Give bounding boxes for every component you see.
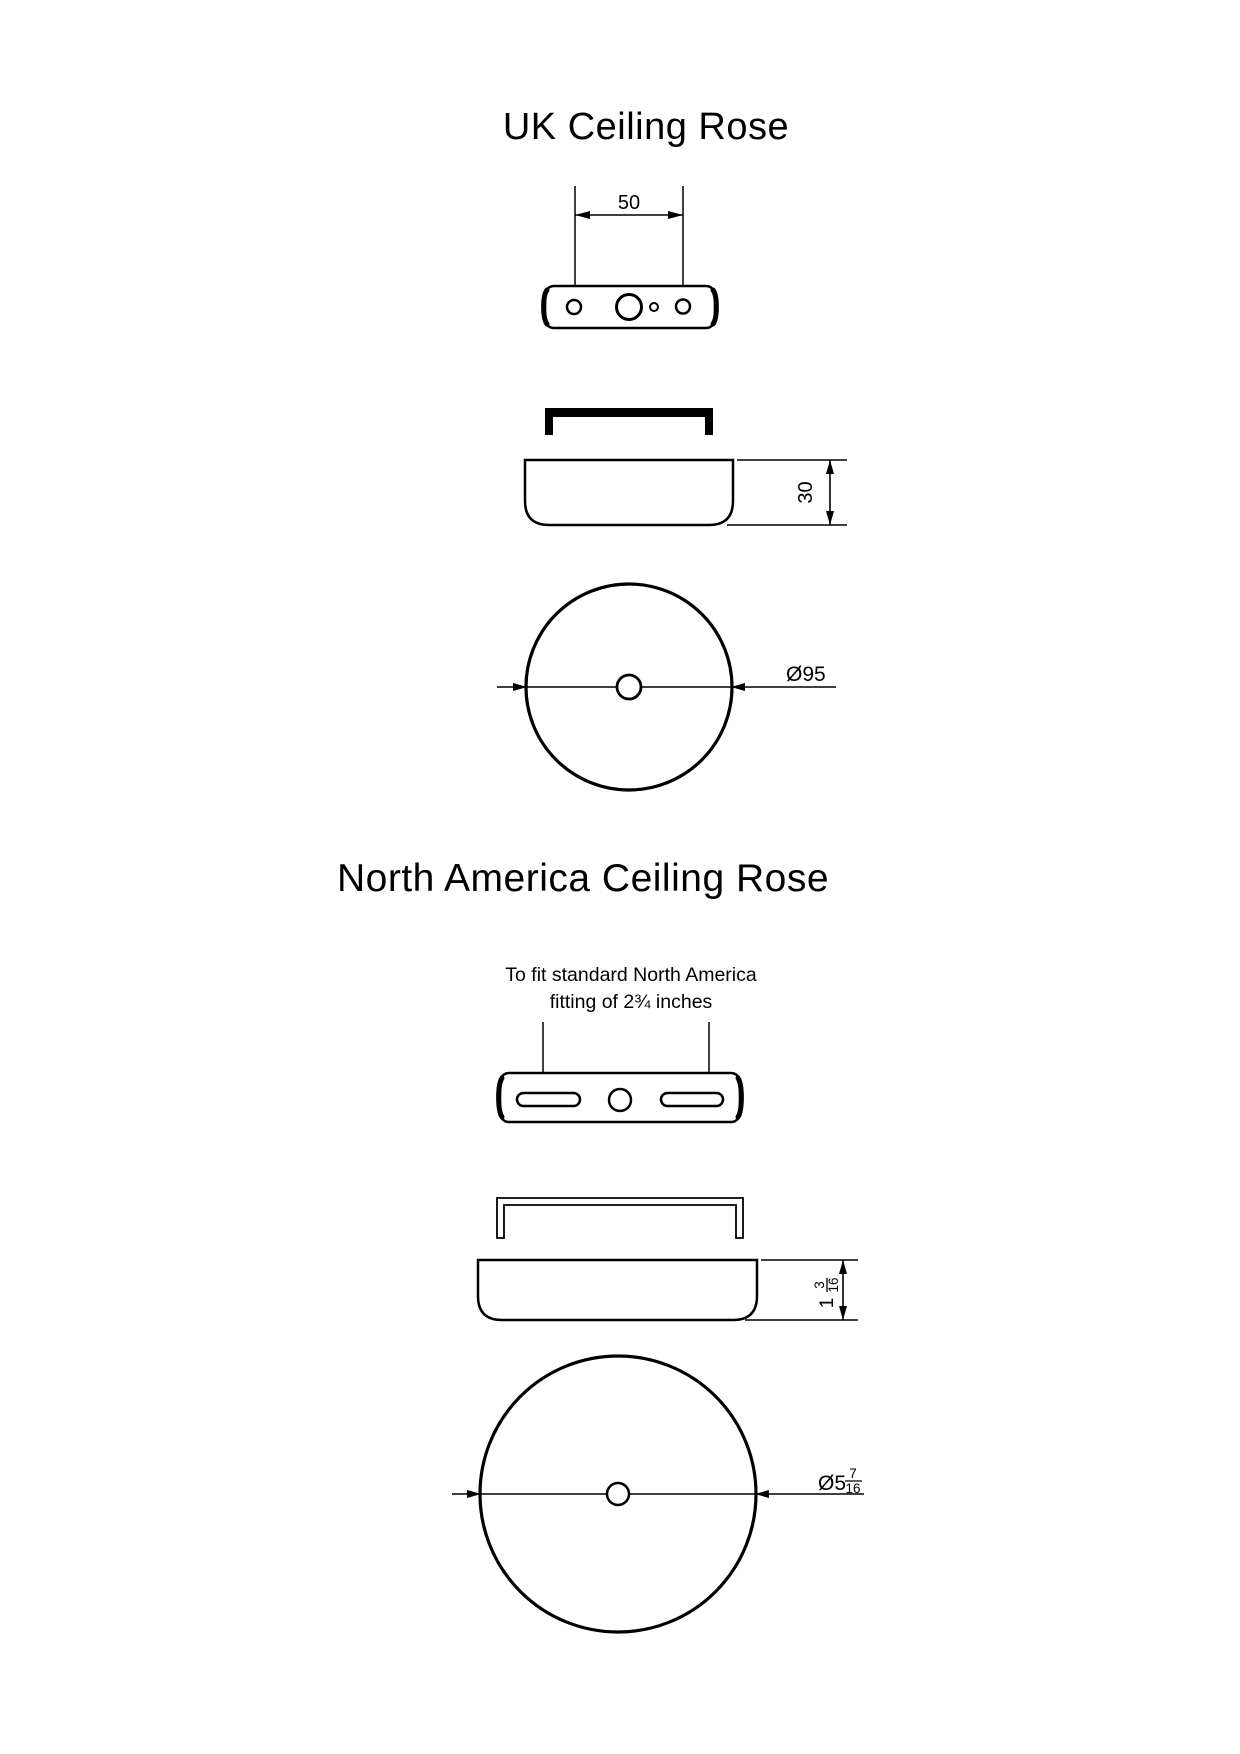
uk-height-dimension bbox=[727, 460, 847, 525]
na-height-arrow-top bbox=[839, 1260, 847, 1274]
na-section bbox=[337, 857, 864, 1632]
na-top-view bbox=[499, 1073, 742, 1122]
na-diameter-frac-denominator: 16 bbox=[845, 1481, 861, 1496]
uk-title: UK Ceiling Rose bbox=[502, 106, 790, 148]
na-side-view bbox=[478, 1198, 757, 1320]
na-diameter-frac-numerator: 7 bbox=[849, 1466, 857, 1481]
na-fitting-note bbox=[505, 964, 757, 1013]
uk-body-profile bbox=[525, 460, 733, 525]
uk-plan-center-hole bbox=[617, 675, 641, 699]
uk-cable-hole-center bbox=[617, 295, 642, 320]
na-plan-center-hole bbox=[607, 1483, 629, 1505]
na-note-line2: fitting of 2¾ inches bbox=[549, 991, 713, 1013]
uk-diameter-label: Ø95 bbox=[786, 663, 826, 686]
uk-top-view bbox=[544, 286, 717, 328]
uk-height-arrow-top bbox=[826, 460, 834, 474]
na-slot-right bbox=[661, 1093, 723, 1106]
na-plan-view bbox=[452, 1356, 864, 1632]
na-cable-hole-center bbox=[609, 1089, 631, 1111]
uk-dim-arrow-left bbox=[575, 211, 590, 219]
na-note-line1: To fit standard North America bbox=[505, 964, 757, 986]
uk-height-arrow-bottom bbox=[826, 511, 834, 525]
uk-height-label: 30 bbox=[795, 481, 817, 504]
uk-dim-arrow-right bbox=[668, 211, 683, 219]
na-bracket-profile bbox=[497, 1198, 743, 1238]
na-height-dimension bbox=[745, 1260, 858, 1320]
na-diameter-label bbox=[818, 1466, 862, 1496]
uk-hole-spacing-dimension bbox=[575, 186, 683, 299]
na-body-profile bbox=[478, 1260, 757, 1320]
na-slot-left bbox=[517, 1093, 580, 1106]
uk-screw-hole-left bbox=[567, 300, 581, 314]
na-diameter-prefix: Ø5 bbox=[818, 1472, 847, 1495]
na-height-label bbox=[812, 1277, 841, 1308]
na-height-arrow-bottom bbox=[839, 1306, 847, 1320]
uk-section bbox=[497, 106, 847, 790]
na-height-whole: 1 bbox=[817, 1297, 838, 1309]
uk-bracket-profile bbox=[545, 408, 713, 435]
uk-hole-spacing-label: 50 bbox=[617, 192, 641, 214]
na-height-frac-denominator: 16 bbox=[826, 1277, 841, 1293]
uk-small-hole bbox=[650, 303, 658, 311]
na-height-frac-numerator: 3 bbox=[812, 1281, 827, 1289]
uk-side-view bbox=[525, 408, 733, 525]
uk-screw-hole-right bbox=[676, 300, 690, 314]
uk-plan-view bbox=[497, 584, 836, 790]
na-title: North America Ceiling Rose bbox=[336, 857, 830, 900]
